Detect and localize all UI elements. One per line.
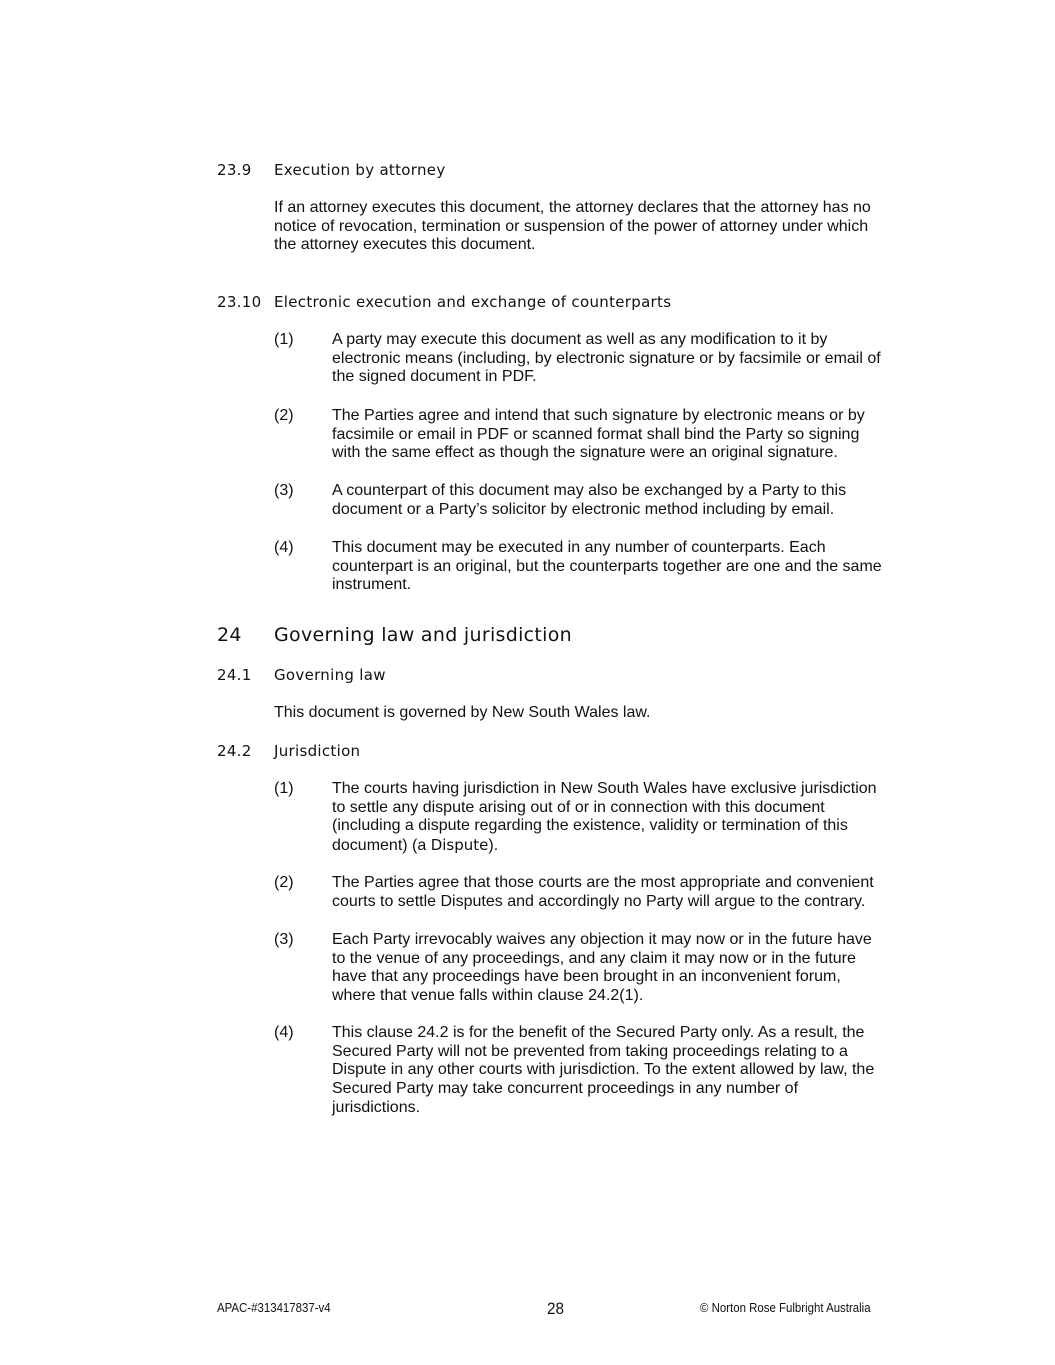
list-item-number: (4) bbox=[274, 1024, 294, 1041]
text-line: electronic means (including, by electronic signature or by facsimile or email of bbox=[332, 349, 881, 367]
text-line: the attorney executes this document. bbox=[274, 236, 536, 254]
text-line: The Parties agree that those courts are the most appropriate and convenient bbox=[332, 874, 874, 891]
text-line: where that venue falls within clause 24.2(1). bbox=[332, 987, 644, 1005]
text-line: facsimile or email in PDF or scanned format shall bind the Party so signing bbox=[332, 425, 860, 443]
list-item-text bbox=[332, 780, 877, 856]
text-line: notice of revocation, termination or suspension of the power of attorney under which bbox=[274, 217, 869, 235]
list-item-number: (3) bbox=[274, 931, 294, 948]
paragraph bbox=[274, 199, 871, 255]
list-item-text bbox=[332, 482, 846, 519]
footer-copyright: © Norton Rose Fulbright Australia bbox=[700, 1300, 871, 1315]
section-number: 23.10 bbox=[217, 293, 262, 311]
text-line: jurisdictions. bbox=[332, 1098, 421, 1116]
section-number: 24.2 bbox=[217, 742, 252, 760]
paragraph bbox=[274, 704, 650, 723]
text-line: to the venue of any proceedings, and any claim it may now or in the future bbox=[332, 949, 856, 967]
text-line: document or a Party’s solicitor by electronic method including by email. bbox=[332, 500, 835, 518]
list-item-number: (1) bbox=[274, 331, 294, 348]
section-heading: Execution by attorney bbox=[274, 161, 446, 179]
text-line: This document is governed by New South Wales law. bbox=[274, 704, 651, 721]
list-item-text bbox=[332, 1024, 874, 1118]
list-item-number: (3) bbox=[274, 482, 294, 499]
text-span: document) (a bbox=[332, 837, 431, 855]
text-line: to settle any dispute arising out of or in connection with this document bbox=[332, 798, 825, 816]
text-line: This clause 24.2 is for the benefit of the Secured Party only. As a result, the bbox=[332, 1024, 865, 1041]
text-line: If an attorney executes this document, the attorney declares that the attorney has no bbox=[274, 199, 871, 216]
list-item-text bbox=[332, 874, 874, 911]
text-line: The Parties agree and intend that such signature by electronic means or by bbox=[332, 407, 865, 424]
text-line: Each Party irrevocably waives any objection it may now or in the future have bbox=[332, 931, 872, 948]
list-item-number: (4) bbox=[274, 539, 294, 556]
footer-doc-id: APAC-#313417837-v4 bbox=[217, 1300, 331, 1315]
text-line: The courts having jurisdiction in New South Wales have exclusive jurisdiction bbox=[332, 780, 877, 797]
list-item-text bbox=[332, 539, 882, 595]
defined-term: Dispute bbox=[430, 836, 489, 855]
text-line bbox=[332, 836, 877, 856]
list-item-number: (2) bbox=[274, 874, 294, 891]
list-item-text bbox=[332, 331, 881, 387]
text-line: This document may be executed in any number of counterparts. Each bbox=[332, 539, 826, 556]
text-line: counterpart is an original, but the counterparts together are one and the same bbox=[332, 557, 882, 575]
text-span: ). bbox=[488, 837, 499, 855]
text-line: (including a dispute regarding the existence, validity or termination of this bbox=[332, 817, 848, 835]
text-line: the signed document in PDF. bbox=[332, 368, 537, 386]
list-item-number: (2) bbox=[274, 407, 294, 424]
footer-page-number: 28 bbox=[547, 1299, 565, 1318]
text-line: with the same effect as though the signature were an original signature. bbox=[332, 444, 838, 462]
section-heading: Electronic execution and exchange of counterparts bbox=[274, 293, 672, 311]
text-line: A counterpart of this document may also be exchanged by a Party to this bbox=[332, 482, 847, 499]
text-line: A party may execute this document as well as any modification to it by bbox=[332, 331, 828, 348]
text-line: instrument. bbox=[332, 576, 412, 594]
text-line: courts to settle Disputes and accordingly no Party will argue to the contrary. bbox=[332, 892, 866, 910]
section-heading: Governing law bbox=[274, 666, 386, 684]
text-line: Secured Party may take concurrent proceedings in any number of bbox=[332, 1080, 799, 1098]
section-number: 23.9 bbox=[217, 161, 252, 179]
list-item-number: (1) bbox=[274, 780, 294, 797]
section-heading: Jurisdiction bbox=[274, 742, 361, 760]
section-heading: Governing law and jurisdiction bbox=[274, 624, 572, 646]
list-item-text bbox=[332, 407, 865, 463]
text-line: Secured Party will not be prevented from taking proceedings relating to a bbox=[332, 1042, 848, 1060]
list-item-text bbox=[332, 931, 872, 1006]
text-line: have that any proceedings have been brought in an inconvenient forum, bbox=[332, 968, 841, 986]
section-number: 24 bbox=[217, 624, 242, 646]
text-line: Dispute in any other courts with jurisdiction. To the extent allowed by law, the bbox=[332, 1061, 875, 1079]
section-number: 24.1 bbox=[217, 666, 252, 684]
